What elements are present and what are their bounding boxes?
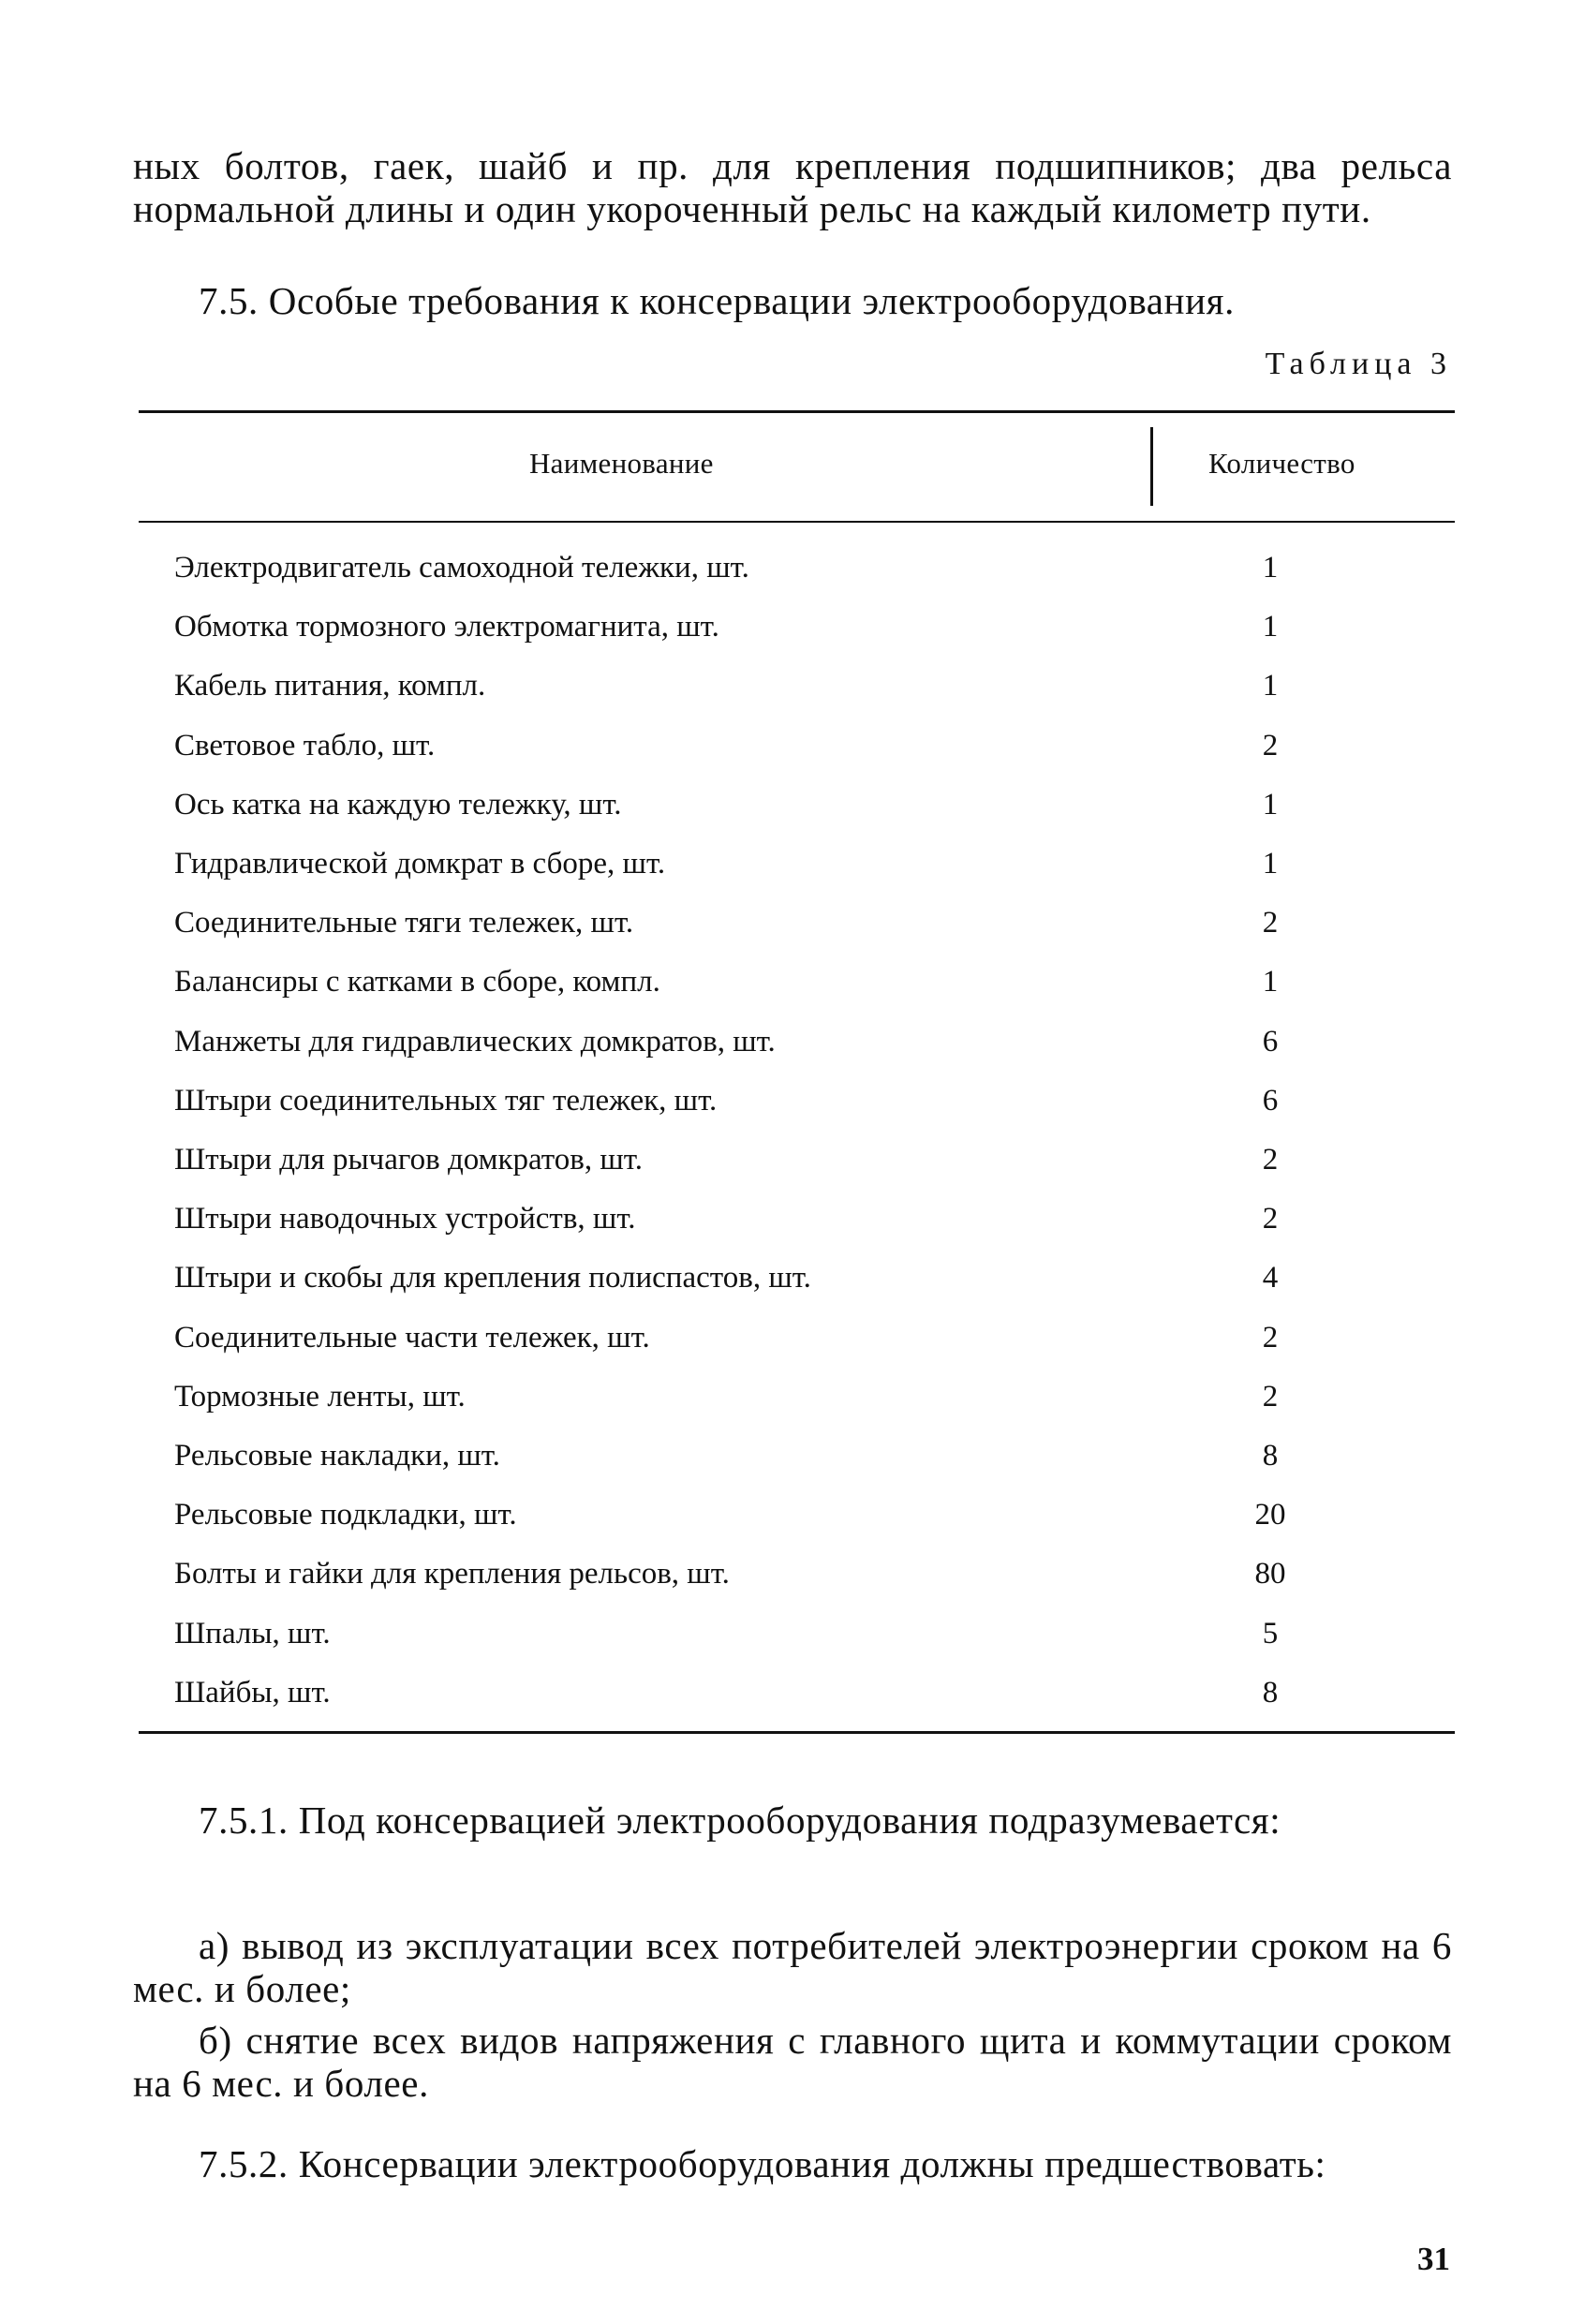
table-row	[0, 1317, 1570, 1358]
row-item-name: Штыри соединительных тяг тележек, шт.	[174, 1083, 718, 1118]
table-row	[0, 902, 1570, 943]
row-item-name: Штыри наводочных устройств, шт.	[174, 1202, 636, 1236]
row-item-quantity: 1	[1262, 965, 1279, 999]
table-row	[0, 1494, 1570, 1535]
column-header-name: Наименование	[529, 447, 714, 480]
row-item-name: Соединительные части тележек, шт.	[174, 1320, 650, 1354]
table-row	[0, 1553, 1570, 1594]
paragraph-7-5-1: 7.5.1. Под консервацией электрооборудования подразумевается:	[199, 1799, 1281, 1842]
row-item-name: Рельсовые накладки, шт.	[174, 1439, 500, 1473]
row-item-quantity: 80	[1254, 1557, 1286, 1591]
row-item-name: Обмотка тормозного электромагнита, шт.	[174, 610, 719, 644]
header-column-divider	[1150, 427, 1153, 506]
row-item-quantity: 2	[1262, 1143, 1279, 1177]
list-item-b: б) снятие всех видов напряжения с главного щита и коммутации сроком на 6 мес. и более.	[133, 2019, 1452, 2105]
row-item-name: Ось катка на каждую тележку, шт.	[174, 787, 622, 822]
row-item-quantity: 2	[1262, 906, 1279, 940]
row-item-name: Штыри и скобы для крепления полиспастов, шт.	[174, 1261, 811, 1295]
table-row	[0, 1080, 1570, 1121]
row-item-name: Соединительные тяги тележек, шт.	[174, 906, 634, 940]
section-heading-7-5: 7.5. Особые требования к консервации электрооборудования.	[199, 279, 1235, 322]
row-item-quantity: 8	[1262, 1675, 1279, 1710]
table-bottom-rule	[139, 1731, 1455, 1734]
row-item-quantity: 1	[1262, 610, 1279, 644]
table-row	[0, 1376, 1570, 1417]
row-item-quantity: 4	[1262, 1261, 1279, 1295]
table-row	[0, 1139, 1570, 1180]
row-item-quantity: 1	[1262, 669, 1279, 703]
row-item-quantity: 1	[1262, 787, 1279, 822]
column-header-quantity: Количество	[1208, 447, 1355, 480]
table-row	[0, 1257, 1570, 1298]
table-row	[0, 547, 1570, 588]
row-item-quantity: 5	[1262, 1616, 1279, 1650]
table-row	[0, 606, 1570, 647]
list-item-a: а) вывод из эксплуатации всех потребителей электроэнергии сроком на 6 мес. и более;	[133, 1924, 1452, 2010]
row-item-quantity: 20	[1254, 1498, 1286, 1532]
table-row	[0, 961, 1570, 1002]
row-item-quantity: 1	[1262, 847, 1279, 881]
row-item-name: Манжеты для гидравлических домкратов, шт.	[174, 1024, 776, 1058]
row-item-quantity: 2	[1262, 1379, 1279, 1414]
row-item-name: Гидравлической домкрат в сборе, шт.	[174, 847, 666, 881]
row-item-quantity: 2	[1262, 1202, 1279, 1236]
table-header-rule	[139, 521, 1455, 523]
row-item-quantity: 2	[1262, 1320, 1279, 1354]
row-item-name: Шпалы, шт.	[174, 1616, 331, 1650]
row-item-name: Электродвигатель самоходной тележки, шт.	[174, 551, 749, 585]
row-item-name: Тормозные ленты, шт.	[174, 1379, 466, 1414]
table-row	[0, 1021, 1570, 1062]
table-row	[0, 725, 1570, 766]
table-row	[0, 1198, 1570, 1239]
row-item-name: Болты и гайки для крепления рельсов, шт.	[174, 1557, 730, 1591]
row-item-name: Рельсовые подкладки, шт.	[174, 1498, 517, 1532]
row-item-name: Балансиры с катками в сборе, компл.	[174, 965, 660, 999]
table-caption: Таблица 3	[1265, 347, 1452, 381]
row-item-quantity: 2	[1262, 728, 1279, 762]
table-top-rule	[139, 410, 1455, 413]
row-item-quantity: 6	[1262, 1083, 1279, 1118]
row-item-quantity: 8	[1262, 1439, 1279, 1473]
row-item-quantity: 1	[1262, 551, 1279, 585]
table-row	[0, 1613, 1570, 1654]
row-item-quantity: 6	[1262, 1024, 1279, 1058]
row-item-name: Штыри для рычагов домкратов, шт.	[174, 1143, 643, 1177]
table-row	[0, 665, 1570, 706]
row-item-name: Кабель питания, компл.	[174, 669, 486, 703]
paragraph-7-5-2: 7.5.2. Консервации электрооборудования должны предшествовать:	[199, 2142, 1326, 2185]
table-row	[0, 843, 1570, 884]
paragraph-continuation: ных болтов, гаек, шайб и пр. для крепления подшипников; два рельса нормальной длины и один укороченный рельс на каждый километр пути.	[133, 144, 1452, 230]
row-item-name: Световое табло, шт.	[174, 728, 436, 762]
table-row	[0, 1672, 1570, 1713]
row-item-name: Шайбы, шт.	[174, 1675, 331, 1710]
table-row	[0, 784, 1570, 825]
table-row	[0, 1435, 1570, 1476]
page-number: 31	[1417, 2241, 1450, 2277]
